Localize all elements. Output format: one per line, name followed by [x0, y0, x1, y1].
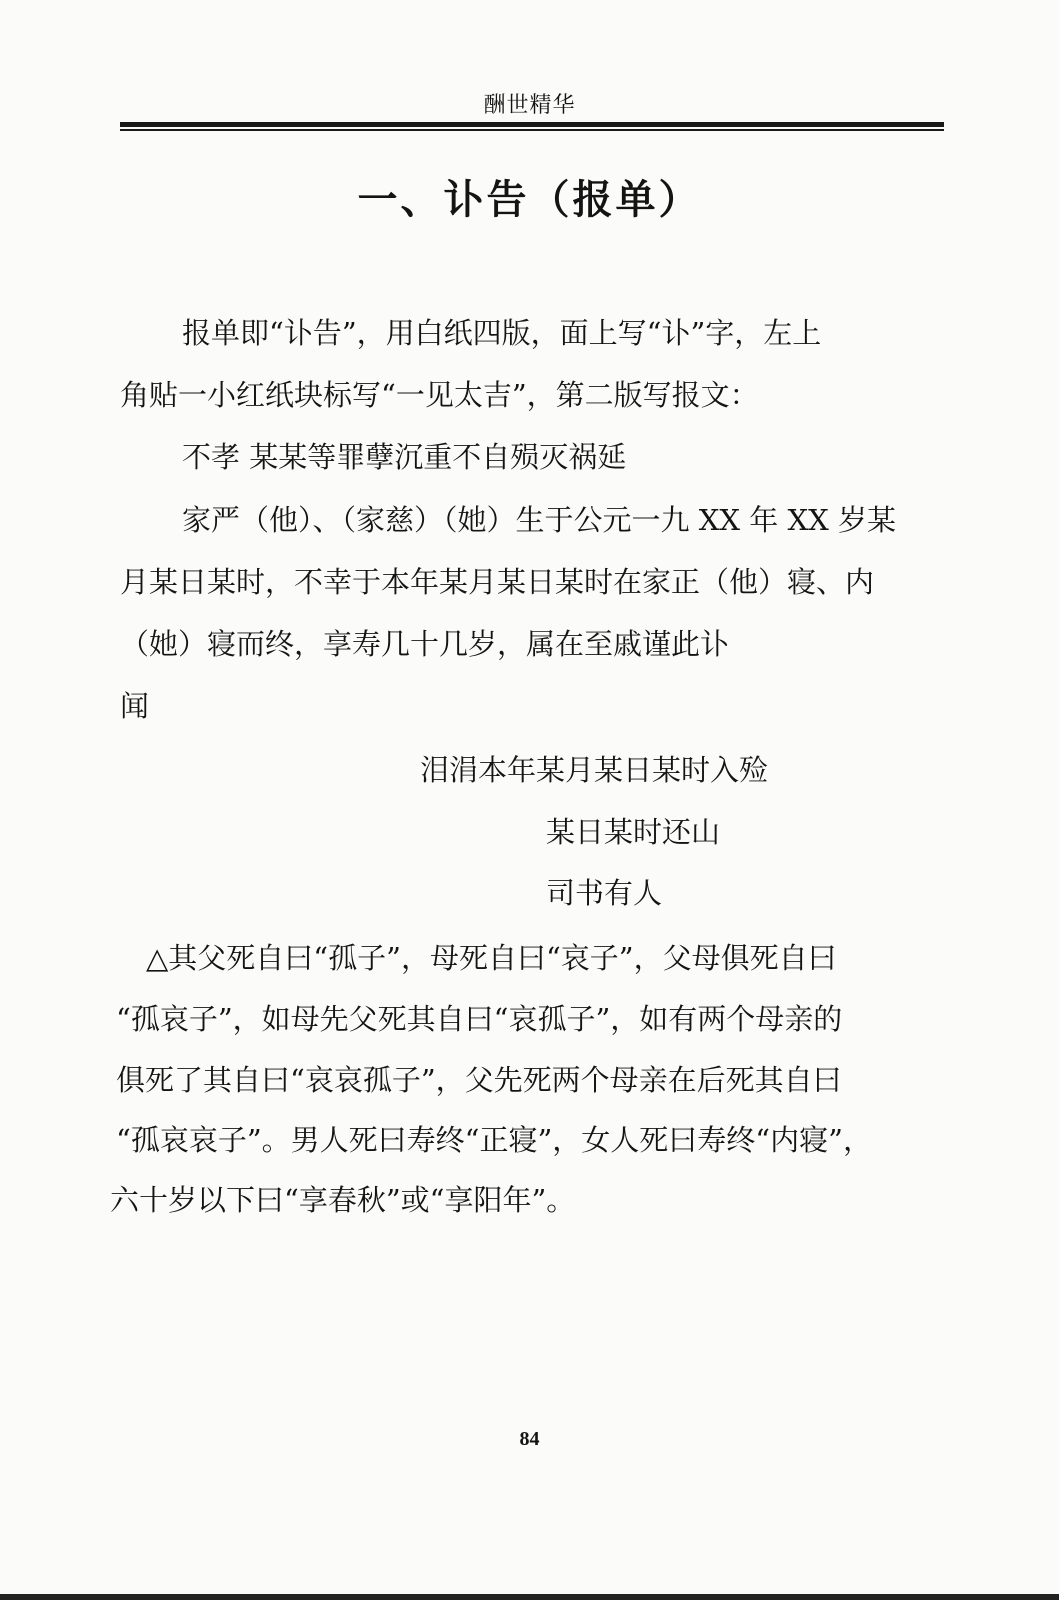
text-line: 俱死了其自曰“哀哀孤子”，父先死两个母亲在后死其自曰 — [116, 1063, 842, 1097]
text-line: △其父死自曰“孤子”，母死自曰“哀子”，父母俱死自曰 — [146, 941, 837, 975]
text-line: “孤哀哀子”。男人死曰寿终“正寝”，女人死曰寿终“内寝”， — [116, 1123, 872, 1157]
header-rule-thin — [120, 129, 944, 131]
text-line: 角贴一小红纸块标写“一见太吉”，第二版写报文： — [120, 378, 759, 412]
text-line: 不孝 某某等罪孽沉重不自殒灭祸延 — [182, 440, 627, 474]
header-rule-thick — [120, 122, 944, 127]
text-line: 家严（他）、（家慈）（她）生于公元一九 XX 年 XX 岁某 — [182, 503, 896, 537]
text-line: 月某日某时，不幸于本年某月某日某时在家正（他）寝、内 — [120, 565, 875, 599]
section-title: 一、讣告（报单） — [357, 177, 702, 223]
text-line: 司书有人 — [546, 876, 663, 910]
text-line: 泪涓本年某月某日某时入殓 — [420, 753, 769, 787]
text-line: 闻 — [120, 689, 150, 723]
scan-bottom-edge — [0, 1594, 1059, 1600]
text-line: （她）寝而终，享寿几十几岁，属在至戚谨此讣 — [120, 627, 730, 661]
running-header: 酬世精华 — [483, 93, 576, 118]
text-line: 某日某时还山 — [546, 815, 721, 849]
text-line: “孤哀子”，如母先父死其自曰“哀孤子”，如有两个母亲的 — [116, 1002, 843, 1036]
text-line: 六十岁以下曰“享春秋”或“享阳年”。 — [110, 1183, 576, 1217]
page-number: 84 — [519, 1428, 540, 1450]
text-line: 报单即“讣告”，用白纸四版，面上写“讣”字，左上 — [182, 316, 822, 350]
